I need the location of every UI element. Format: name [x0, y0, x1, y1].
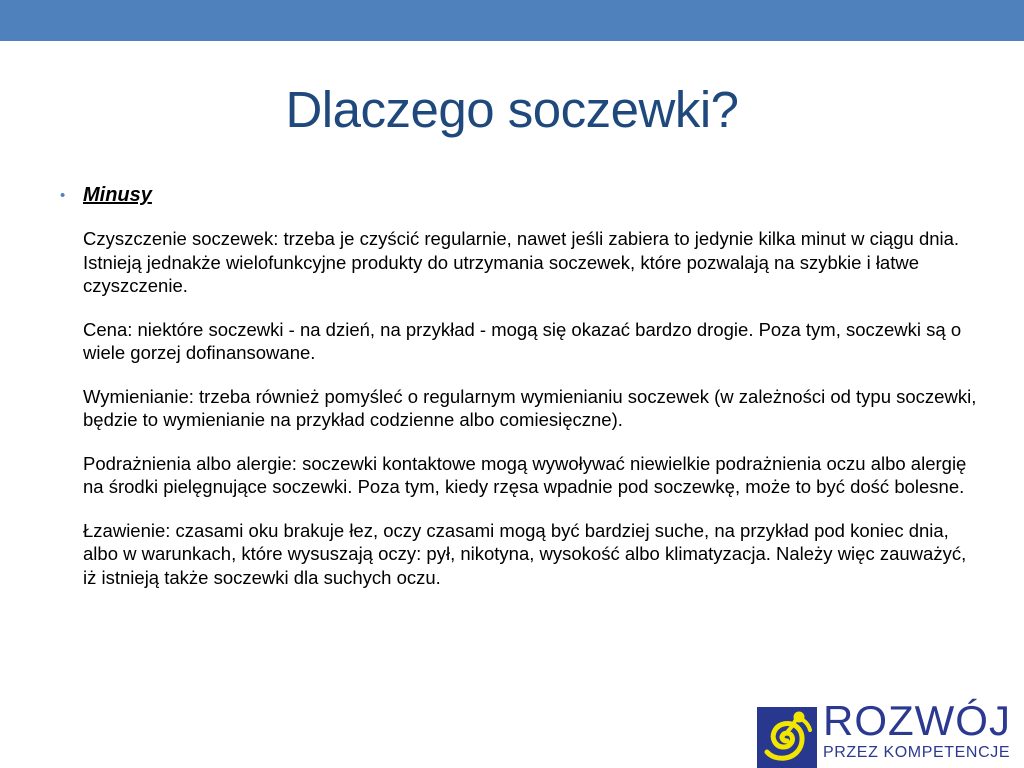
bullet-dot-icon: • [60, 187, 66, 204]
top-accent-bar [0, 0, 1024, 41]
logo-tagline: PRZEZ KOMPETENCJE [823, 744, 1011, 761]
paragraph-replacement: Wymienianie: trzeba również pomyśleć o regularnym wymienianiu soczewek (w zależności od typu soczewki, będzie to wymienianie na przykład codzienne albo comiesięczne). [83, 385, 977, 430]
paragraph-tearing: Łzawienie: czasami oku brakuje łez, oczy czasami mogą być bardziej suche, na przykład pod koniec dnia, albo w warunkach, które wysuszają oczy: pył, nikotyna, wysokość albo klimatyzacja. Należy więc zauważyć, iż istnieją także soczewki dla suchych oczu. [83, 519, 967, 588]
logo-wordmark: ROZWÓJ [823, 697, 1011, 744]
rozwoj-logo [757, 697, 1024, 768]
slide-content [60, 182, 980, 609]
bullet-item [60, 182, 980, 208]
paragraph-list [60, 227, 980, 589]
bullet-heading: Minusy [83, 184, 152, 206]
paragraph-irritation: Podrażnienia albo alergie: soczewki kontaktowe mogą wywoływać niewielkie podrażnienia oczu albo alergię na środki pielęgnujące soczewki. Poza tym, kiedy rzęsa wpadnie pod soczewkę, może to być dość bolesne. [83, 452, 967, 497]
paragraph-price: Cena: niektóre soczewki - na dzień, na przykład - mogą się okazać bardzo drogie. Poza tym, soczewki są o wiele gorzej dofinansowane. [83, 318, 962, 363]
spiral-figure-icon [757, 707, 817, 768]
paragraph-cleaning: Czyszczenie soczewek: trzeba je czyścić regularnie, nawet jeśli zabiera to jedynie kilka minut w ciągu dnia. Istnieją jednakże wielofunkcyjne produkty do utrzymania soczewek, które pozwalają na szybkie i łatwe czyszczenie. [83, 228, 960, 296]
slide-title: Dlaczego soczewki? [285, 81, 739, 138]
